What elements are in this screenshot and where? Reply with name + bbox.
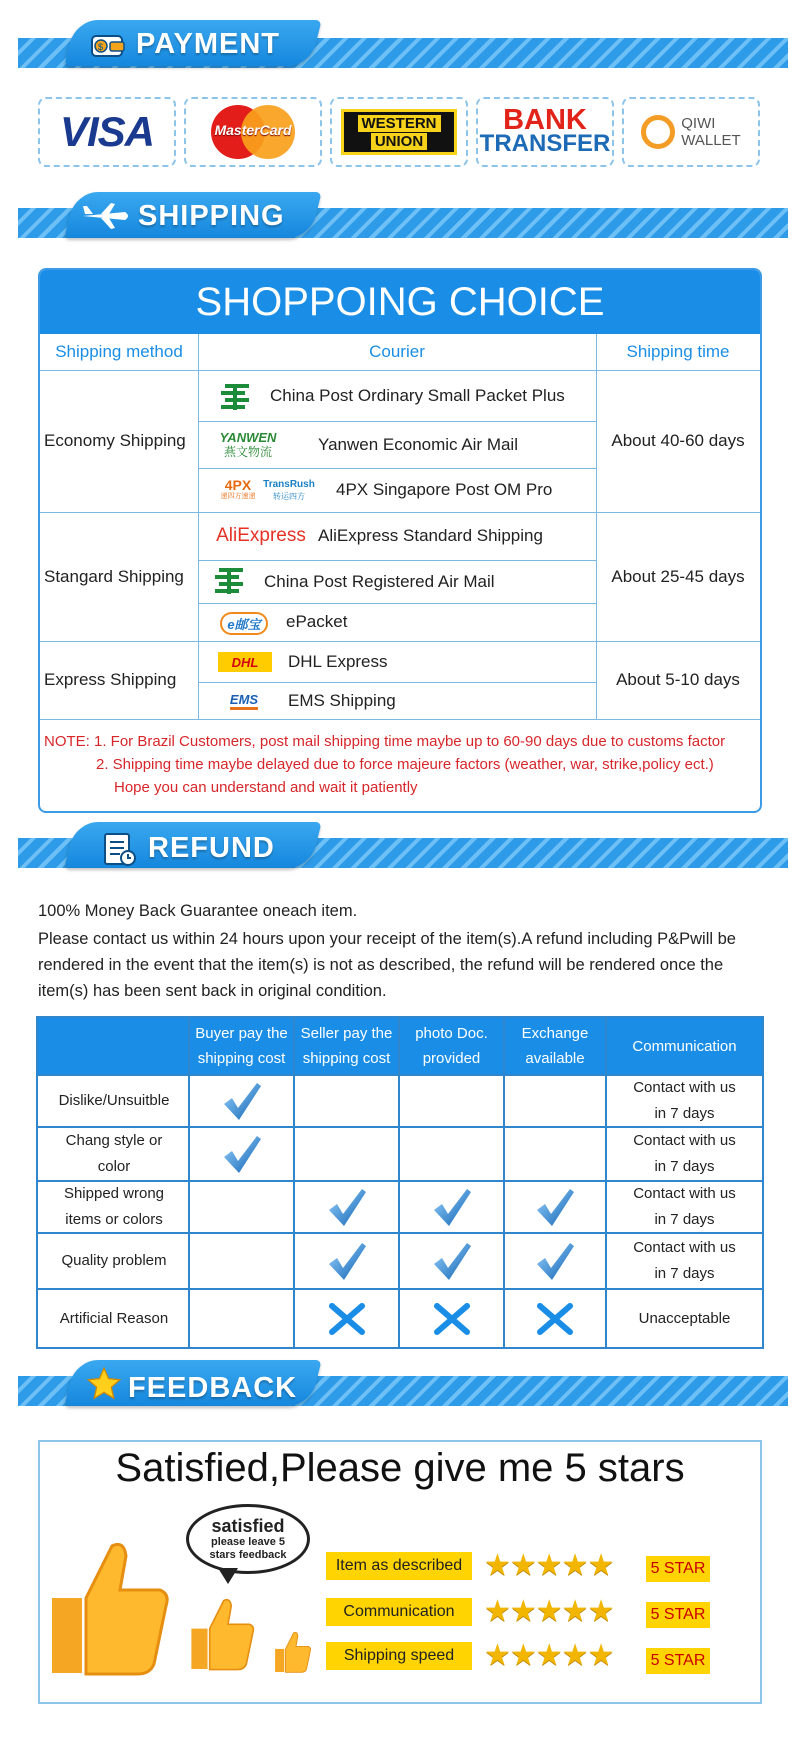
divider bbox=[40, 719, 760, 720]
visa-logo: VISA bbox=[59, 108, 155, 155]
qiwi-icon bbox=[641, 115, 675, 149]
method-economy: Economy Shipping bbox=[44, 431, 186, 450]
refund-row-communication: Unacceptable bbox=[638, 1310, 731, 1327]
refund-row-label: Quality problem bbox=[61, 1252, 167, 1269]
mastercard-text: MasterCard bbox=[214, 122, 292, 138]
rating-value-shipping: 5 STAR bbox=[646, 1648, 710, 1674]
ems-logo bbox=[218, 691, 270, 711]
refund-row-label: Dislike/Unsuitble bbox=[58, 1092, 170, 1109]
wallet-icon bbox=[88, 30, 128, 60]
yanwen-logo-cn: 燕文物流 bbox=[223, 445, 272, 459]
refund-row-label: Artificial Reason bbox=[59, 1310, 169, 1327]
cross-icon bbox=[295, 1290, 398, 1348]
clipboard-icon bbox=[98, 830, 140, 868]
yanwen-logo bbox=[216, 427, 280, 463]
refund-row-communication: Contact with us in 7 days bbox=[633, 1079, 736, 1122]
refund-title: REFUND bbox=[148, 832, 275, 864]
shipping-note-1: NOTE: 1. For Brazil Customers, post mail shipping time maybe up to 60-90 days due to customs factor bbox=[44, 733, 726, 750]
thumbs-up-small-icon bbox=[272, 1630, 312, 1679]
mastercard-card bbox=[184, 97, 322, 167]
bank-transfer-card bbox=[476, 97, 614, 167]
check-icon bbox=[295, 1234, 398, 1288]
refund-row-communication: Contact with us in 7 days bbox=[633, 1185, 736, 1228]
refund-row-label: Shipped wrong items or colors bbox=[63, 1185, 165, 1228]
header-courier: Courier bbox=[369, 342, 425, 361]
qiwi-card bbox=[622, 97, 760, 167]
header-shipping-method: Shipping method bbox=[55, 342, 183, 361]
bubble-feedback-text: please leave 5 stars feedback bbox=[209, 1535, 287, 1561]
rating-stars-item: ★★★★★ bbox=[484, 1549, 614, 1582]
header-communication: Communication bbox=[607, 1018, 762, 1074]
check-icon bbox=[505, 1234, 605, 1288]
divider bbox=[198, 334, 199, 719]
header-exchange: Exchange available bbox=[505, 1018, 605, 1074]
rating-label-item: Item as described bbox=[326, 1552, 472, 1580]
thumbs-up-medium-icon bbox=[186, 1596, 256, 1677]
shipping-table-title: SHOPPOING CHOICE bbox=[40, 270, 760, 334]
western-union-logo bbox=[341, 109, 457, 155]
refund-row-communication: Contact with us in 7 days bbox=[633, 1239, 736, 1282]
transfer-text: TRANSFER bbox=[479, 130, 611, 157]
transrush-logo bbox=[262, 475, 316, 507]
4px-logo-cn: 递四方速递 bbox=[220, 493, 256, 500]
shipping-note-3: Hope you can understand and wait it patiently bbox=[114, 779, 418, 796]
courier-4px: 4PX Singapore Post OM Pro bbox=[336, 480, 553, 499]
dhl-logo-text: DHL bbox=[231, 654, 259, 670]
rating-label-communication: Communication bbox=[326, 1598, 472, 1626]
refund-policy: Please contact us within 24 hours upon your receipt of the item(s).A refund including P&Pwill be rendered in the event that the item(s) is not as described, the refund will be rendered once the item(s) has been sent back in original condition. bbox=[38, 930, 736, 1000]
western-union-card bbox=[330, 97, 468, 167]
epacket-logo bbox=[218, 608, 270, 638]
yanwen-logo-text: YANWEN bbox=[219, 430, 277, 445]
bank-text: BANK bbox=[503, 104, 587, 136]
rating-stars-shipping: ★★★★★ bbox=[484, 1639, 614, 1672]
ems-logo-text: EMS bbox=[230, 692, 258, 710]
4px-logo bbox=[216, 475, 260, 507]
4px-logo-text: 4PX bbox=[224, 477, 252, 493]
courier-aliexpress-standard: AliExpress Standard Shipping bbox=[318, 526, 543, 545]
refund-header-blank bbox=[38, 1018, 188, 1074]
rating-value-item: 5 STAR bbox=[646, 1556, 710, 1582]
refund-row-label: Chang style or color bbox=[65, 1132, 163, 1175]
aliexpress-logo-text: AliExpress bbox=[216, 525, 306, 546]
speech-bubble-tail bbox=[218, 1568, 238, 1584]
speech-bubble bbox=[186, 1504, 310, 1574]
svg-text:$: $ bbox=[98, 42, 104, 52]
refund-row-communication: Contact with us in 7 days bbox=[633, 1132, 736, 1175]
method-express: Express Shipping bbox=[44, 670, 177, 689]
bank-transfer-logo bbox=[479, 104, 611, 157]
china-post-logo bbox=[212, 566, 246, 596]
header-seller-pay: Seller pay the shipping cost bbox=[295, 1018, 398, 1074]
cross-icon bbox=[400, 1290, 503, 1348]
feedback-title: FEEDBACK bbox=[128, 1372, 298, 1404]
dhl-logo bbox=[218, 652, 272, 672]
courier-ems: EMS Shipping bbox=[288, 690, 396, 710]
refund-guarantee: 100% Money Back Guarantee oneach item. bbox=[38, 902, 358, 920]
mastercard-logo bbox=[211, 105, 295, 159]
rating-value-communication: 5 STAR bbox=[646, 1602, 710, 1628]
time-express: About 5-10 days bbox=[616, 670, 740, 689]
courier-china-post-registered: China Post Registered Air Mail bbox=[264, 571, 495, 591]
shipping-title: SHIPPING bbox=[138, 200, 285, 232]
china-post-logo bbox=[218, 382, 252, 412]
rating-label-shipping: Shipping speed bbox=[326, 1642, 472, 1670]
airplane-icon bbox=[80, 201, 132, 231]
star-icon bbox=[84, 1364, 124, 1404]
qiwi-text: QIWI bbox=[681, 115, 716, 132]
courier-china-post-small-packet: China Post Ordinary Small Packet Plus bbox=[270, 385, 565, 405]
header-shipping-time: Shipping time bbox=[626, 342, 730, 361]
check-icon bbox=[295, 1182, 398, 1232]
rating-stars-communication: ★★★★★ bbox=[484, 1595, 614, 1628]
thumbs-up-large-icon bbox=[42, 1538, 172, 1683]
check-icon bbox=[190, 1128, 293, 1180]
time-standard: About 25-45 days bbox=[611, 566, 745, 586]
western-text: WESTERN bbox=[358, 115, 441, 132]
courier-epacket: ePacket bbox=[286, 612, 348, 631]
cross-icon bbox=[505, 1290, 605, 1348]
check-icon bbox=[400, 1234, 503, 1288]
feedback-headline: Satisfied,Please give me 5 stars bbox=[115, 1446, 685, 1490]
payment-title: PAYMENT bbox=[136, 28, 280, 60]
transrush-logo-cn: 转运四方 bbox=[273, 492, 305, 501]
time-economy: About 40-60 days bbox=[611, 431, 745, 450]
transrush-logo-text: TransRush bbox=[263, 479, 315, 490]
aliexpress-logo bbox=[216, 520, 306, 552]
check-icon bbox=[505, 1182, 605, 1232]
courier-yanwen: Yanwen Economic Air Mail bbox=[318, 434, 518, 454]
shipping-note-2: 2. Shipping time maybe delayed due to force majeure factors (weather, war, strike,policy ect.) bbox=[96, 756, 714, 773]
bubble-satisfied: satisfied bbox=[211, 1515, 285, 1536]
union-text: UNION bbox=[371, 133, 427, 150]
check-icon bbox=[190, 1076, 293, 1126]
epacket-logo-text: e邮宝 bbox=[220, 612, 267, 635]
header-photo-doc: photo Doc. provided bbox=[400, 1018, 503, 1074]
courier-dhl: DHL Express bbox=[288, 651, 388, 671]
header-buyer-pay: Buyer pay the shipping cost bbox=[190, 1018, 293, 1074]
wallet-text: WALLET bbox=[681, 132, 741, 149]
visa-card bbox=[38, 97, 176, 167]
check-icon bbox=[400, 1182, 503, 1232]
divider bbox=[188, 1018, 190, 1348]
method-standard: Stangard Shipping bbox=[44, 566, 184, 586]
